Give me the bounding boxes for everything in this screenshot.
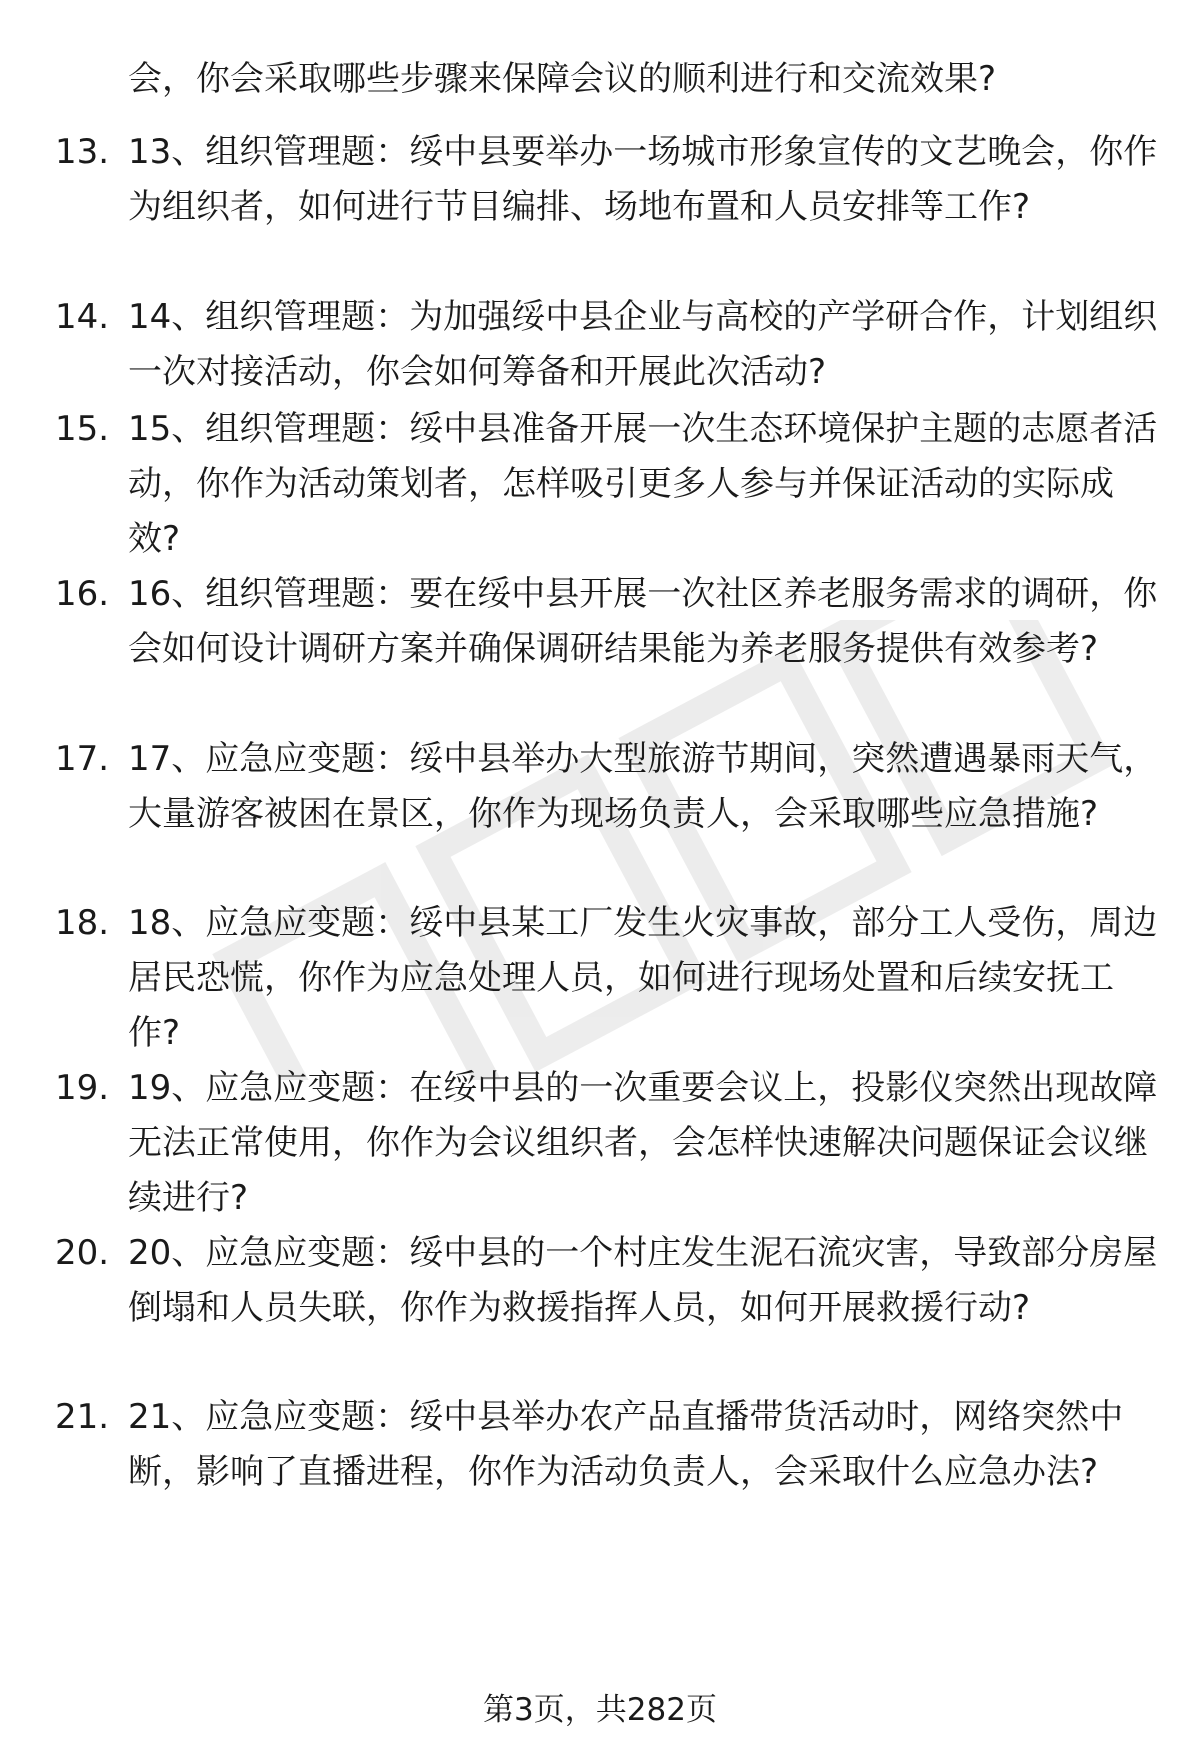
item-text: 21、应急应变题：绥中县举办农产品直播带货活动时，网络突然中断，影响了直播进程，你作为活动负责人，会采取什么应急办法?	[128, 1397, 1124, 1492]
item-number: 21.	[55, 1397, 110, 1437]
item-text: 17、应急应变题：绥中县举办大型旅游节期间，突然遭遇暴雨天气，大量游客被困在景区，你作为现场负责人，会采取哪些应急措施?	[128, 739, 1158, 834]
item-text: 14、组织管理题：为加强绥中县企业与高校的产学研合作，计划组织一次对接活动，你会如何筹备和开展此次活动?	[128, 297, 1158, 392]
item-text: 13、组织管理题：绥中县要举办一场城市形象宣传的文艺晚会，你作为组织者，如何进行节目编排、场地布置和人员安排等工作?	[128, 132, 1158, 227]
item-text: 19、应急应变题：在绥中县的一次重要会议上，投影仪突然出现故障无法正常使用，你作为会议组织者，会怎样快速解决问题保证会议继续进行?	[128, 1068, 1158, 1218]
item-text: 15、组织管理题：绥中县准备开展一次生态环境保护主题的志愿者活动，你作为活动策划者，怎样吸引更多人参与并保证活动的实际成效?	[128, 409, 1158, 559]
item-text: 20、应急应变题：绥中县的一个村庄发生泥石流灾害，导致部分房屋倒塌和人员失联，你作为救援指挥人员，如何开展救援行动?	[128, 1233, 1158, 1328]
item-number: 17.	[55, 739, 110, 779]
item-text: 18、应急应变题：绥中县某工厂发生火灾事故，部分工人受伤，周边居民恐慌，你作为应急处理人员，如何进行现场处置和后续安抚工作?	[128, 903, 1158, 1053]
item-number: 15.	[55, 409, 110, 449]
item-number: 14.	[55, 297, 110, 337]
item-number: 20.	[55, 1233, 110, 1273]
continuation-text: 会，你会采取哪些步骤来保障会议的顺利进行和交流效果?	[128, 59, 997, 99]
page-footer: 第3页，共282页	[483, 1692, 717, 1728]
item-number: 16.	[55, 574, 110, 614]
item-number: 18.	[55, 903, 110, 943]
item-number: 13.	[55, 132, 110, 172]
item-text: 16、组织管理题：要在绥中县开展一次社区养老服务需求的调研，你会如何设计调研方案并确保调研结果能为养老服务提供有效参考?	[128, 574, 1158, 669]
item-number: 19.	[55, 1068, 110, 1108]
